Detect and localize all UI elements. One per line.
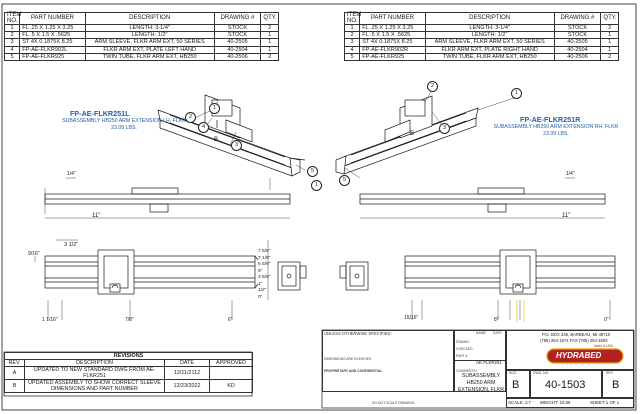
side-view-left <box>45 250 258 294</box>
dim-one-sixteenth: 1 1/16" <box>42 317 58 323</box>
bom-item: 2 <box>5 32 20 39</box>
bom-qty: 1 <box>261 32 279 39</box>
tb-scale: SCALE: 1:7 <box>508 400 531 405</box>
tb-title-2: HB250 ARM <box>466 380 496 386</box>
bom-item: 5 <box>5 53 20 60</box>
dim-eleven-right: 11" <box>562 213 571 219</box>
tb-part-label: PART # <box>456 354 468 358</box>
bom-item: 4 <box>345 46 360 53</box>
dim-stack-value: 5" <box>258 268 263 274</box>
logo-tag: Made in USA <box>594 344 613 348</box>
dim-stack-value: 7 5/8" <box>258 249 271 254</box>
balloon-callout: 1 <box>511 88 522 99</box>
dim-quarter-left: 1/4" <box>67 171 76 177</box>
bom-drawing: STOCK <box>214 25 261 32</box>
bom-qty: 1 <box>601 39 619 46</box>
bom-drawing: 40-2505 <box>554 39 601 46</box>
assembly-desc-left: SUBASSEMBLY HB250 ARM EXTENSION LH, FLKR <box>62 118 186 124</box>
bom-item: 4 <box>5 46 20 53</box>
bom-description: TWIN TUBE, FLKR ARM EXT, HB250 <box>85 53 214 60</box>
rev-row-approved: KD <box>210 380 253 393</box>
bom-header-drawing: DRAWING # <box>214 13 261 25</box>
rev-row-rev: B <box>5 380 25 393</box>
bom-qty: 1 <box>601 32 619 39</box>
rev-row-date: 12/11/2112 <box>165 367 210 380</box>
bom-drawing: STOCK <box>554 32 601 39</box>
assembly-title-left: FP-AE-FLKR251L <box>70 109 130 118</box>
bom-header-item: ITEM NO. <box>5 13 20 25</box>
bom-drawing: 40-2504 <box>554 46 601 53</box>
end-view-left <box>278 262 306 290</box>
bom-part-number: ST 4X 0.1875X 8.25 <box>20 39 86 46</box>
bom-part-number: FP-AE-FLKR902L <box>20 46 86 53</box>
bom-qty: 1 <box>601 46 619 53</box>
dim-stack-value: 0" <box>258 294 263 300</box>
bom-description: LENGTH: 1/2" <box>85 32 214 39</box>
bom-header-part: PART NUMBER <box>360 13 426 25</box>
bom-drawing: STOCK <box>214 32 261 39</box>
rev-row-desc: UPDATED ASSEMBLY TO SHOW CORRECT SLEEVE DIMENSIONS AND PART NUMBER <box>25 380 165 393</box>
bom-item: 5 <box>345 53 360 60</box>
revisions-table <box>4 352 253 393</box>
bom-drawing: STOCK <box>554 25 601 32</box>
tb-rev-value: B <box>612 379 620 391</box>
balloon-callout: 3 <box>231 140 242 151</box>
section-label-left: B <box>214 137 219 143</box>
tb-checked: CHECKED <box>456 347 473 351</box>
bom-item: 1 <box>345 25 360 32</box>
dim-nine-16: 9/16" <box>28 251 40 257</box>
dim-stack-value: 1" <box>258 281 263 287</box>
company-logo <box>546 345 624 367</box>
dim-stack-value: 1/2" <box>258 288 267 293</box>
rev-row-approved <box>210 367 253 380</box>
tb-title-3: EXTENSION, FLKR <box>457 387 505 393</box>
tb-size-label: SIZE <box>509 371 517 375</box>
logo-text: HYDRABED <box>556 351 602 360</box>
bom-description: LENGTH: 1/2" <box>425 32 554 39</box>
isometric-arm-left <box>158 95 305 176</box>
tb-sheet: SHEET 1 OF 1 <box>590 400 620 405</box>
bom-qty: 2 <box>601 25 619 32</box>
dim-three-half: 3 1/2" <box>64 242 79 248</box>
bom-header-item: ITEM NO. <box>345 13 360 25</box>
balloon-callout: 3 <box>439 123 450 134</box>
balloon-callout: 1 <box>311 180 322 191</box>
bom-drawing: 40-2505 <box>214 39 261 46</box>
bom-drawing: 40-2504 <box>214 46 261 53</box>
balloon-callout: 2 <box>185 112 196 123</box>
dim-fifteen-16: 15/16" <box>404 315 419 321</box>
bom-qty: 1 <box>261 39 279 46</box>
bom-description: TWIN TUBE, FLKR ARM EXT, HB250 <box>425 53 554 60</box>
balloon-callout: 2 <box>427 81 438 92</box>
bom-part-number: FP-AE-FLKR925 <box>20 53 86 60</box>
bom-header-qty: QTY. <box>261 13 279 25</box>
assembly-weight-right: 23.09 LBS. <box>543 131 569 137</box>
tb-dwg-label: DWG. NO. <box>533 371 550 375</box>
top-view-left <box>45 188 290 214</box>
bom-description: ARM SLEEVE, FLKR ARM EXT, 50 SERIES <box>425 39 554 46</box>
bom-qty: 1 <box>261 46 279 53</box>
bom-header-qty: QTY. <box>601 13 619 25</box>
tb-unless: UNLESS OTHERWISE SPECIFIED: <box>324 331 392 336</box>
rev-row-rev: A <box>5 367 25 380</box>
assembly-desc-right: SUBASSEMBLY HB250 ARM EXTENSION RH, FLKR <box>493 124 619 130</box>
balloon-callout: 5 <box>339 175 350 186</box>
tb-do-not-scale: DO NOT SCALE DRAWING <box>372 401 415 405</box>
dim-stack-value: 7 1/8" <box>258 255 271 261</box>
tb-proprietary: PROPRIETARY AND CONFIDENTIAL <box>324 369 383 373</box>
bom-description: LENGTH: 3-1/4" <box>85 25 214 32</box>
tb-part-number: AE-FLKR251 <box>476 360 502 365</box>
end-view-right <box>340 262 368 290</box>
balloon-callout: 4 <box>198 122 209 133</box>
bom-header-drawing: DRAWING # <box>554 13 601 25</box>
bom-item: 3 <box>345 39 360 46</box>
dim-eight: 8" <box>494 317 499 323</box>
bom-header-part: PART NUMBER <box>20 13 86 25</box>
dim-stack-value: 3 5/8" <box>258 275 271 280</box>
bom-header-description: DESCRIPTION <box>425 13 554 25</box>
bom-description: FLKR ARM EXT, PLATE LEFT HAND <box>85 46 214 53</box>
highlighted-dimension <box>517 300 524 322</box>
dim-zero-right: 0" <box>604 317 609 323</box>
rev-header-desc: DESCRIPTION <box>25 360 165 367</box>
bom-part-number: FL .5 X 1.5 X .5625 <box>360 32 426 39</box>
section-label-right: B <box>410 131 415 137</box>
bom-description: LENGTH: 3-1/4" <box>425 25 554 32</box>
tb-comments: COMMENTS: <box>456 369 477 373</box>
tb-size-value: B <box>512 379 520 391</box>
bom-item: 1 <box>5 25 20 32</box>
balloon-callout: 5 <box>307 166 318 177</box>
bom-qty: 2 <box>261 25 279 32</box>
side-view-right <box>405 250 615 294</box>
bom-part-number: FL .25 X 1.25 X 3.25 <box>360 25 426 32</box>
bom-drawing: 40-2506 <box>554 53 601 60</box>
tb-title-1: SUBASSEMBLY <box>461 373 501 379</box>
top-view-right <box>360 188 605 212</box>
bom-drawing: 40-2506 <box>214 53 261 60</box>
bom-description: FLKR ARM EXT, PLATE RIGHT HAND <box>425 46 554 53</box>
rev-header-approved: APPROVED <box>210 360 253 367</box>
tb-company-phone: (785) 254-1674 FAX (785) 254-1603 <box>540 338 608 343</box>
isometric-arm-right <box>336 96 478 174</box>
tb-dwg-number: 40-1503 <box>545 379 586 391</box>
balloon-callout: 1 <box>209 103 220 114</box>
bom-part-number: FL .25 X 1.25 X 3.25 <box>20 25 86 32</box>
dim-stack-value: 6 5/8" <box>258 262 271 267</box>
dim-quarter-right: 1/4" <box>566 171 575 177</box>
dim-eleven-left: 11" <box>92 213 101 219</box>
tb-rev-label: REV <box>606 371 613 375</box>
bom-item: 2 <box>345 32 360 39</box>
tb-weight: WEIGHT: 23.09 <box>540 400 571 405</box>
bom-part-number: ST 4X 0.1875X 8.25 <box>360 39 426 46</box>
bom-part-number: FP-AE-FLKR902R <box>360 46 426 53</box>
bom-part-number: FP-AE-FLKR925 <box>360 53 426 60</box>
bom-qty: 2 <box>261 53 279 60</box>
assembly-weight-left: 23.09 LBS. <box>111 125 137 131</box>
assembly-title-right: FP-AE-FLKR251R <box>520 115 581 124</box>
tb-date-label: DATE <box>493 331 502 335</box>
rev-header-rev: REV. <box>5 360 25 367</box>
rev-row-date: 12/23/2022 <box>165 380 210 393</box>
rev-row-desc: UPDATED TO NEW STANDARD DWG FROM AE-FLKR251 <box>25 367 165 380</box>
bom-description: ARM SLEEVE, FLKR ARM EXT, 50 SERIES <box>85 39 214 46</box>
tb-company-address: P.O. BOX 246, BARBEAU, MI 49710 <box>542 332 611 337</box>
revisions-title: REVISIONS <box>5 353 253 360</box>
tb-name-label: NAME <box>476 331 486 335</box>
bom-qty: 2 <box>601 53 619 60</box>
dim-seven-eighths: 7/8" <box>125 317 134 323</box>
bom-part-number: FL .5 X 1.5 X .5625 <box>20 32 86 39</box>
tb-dims-note: DIMENSIONS ARE IN INCHES <box>324 357 372 361</box>
rev-header-date: DATE <box>165 360 210 367</box>
bom-header-description: DESCRIPTION <box>85 13 214 25</box>
dim-six: 6" <box>228 317 233 323</box>
bom-item: 3 <box>5 39 20 46</box>
tb-drawn: DRAWN <box>456 340 469 344</box>
